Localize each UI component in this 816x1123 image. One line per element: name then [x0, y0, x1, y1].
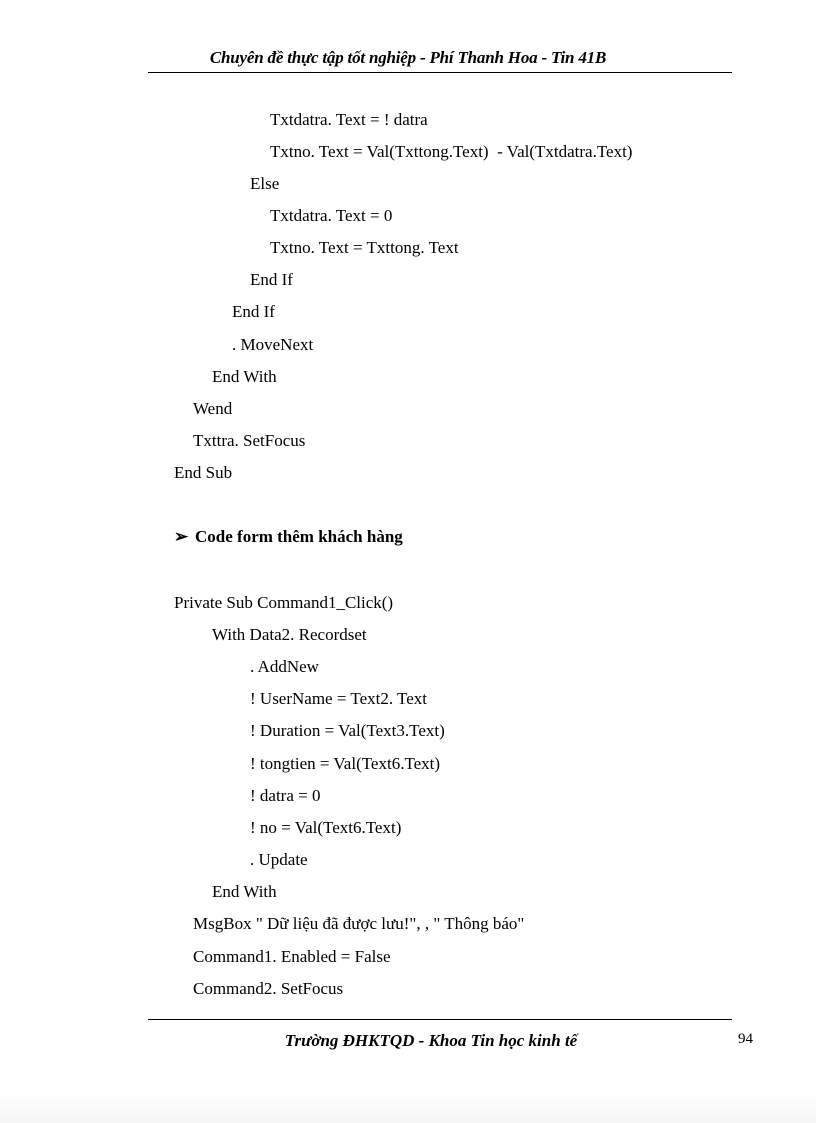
code-line: . AddNew [250, 657, 319, 676]
arrow-bullet-icon: ➢ [174, 527, 189, 546]
section-heading [174, 527, 403, 547]
code-line: ! no = Val(Text6.Text) [250, 818, 402, 837]
code-line: End Sub [174, 463, 233, 482]
code-line: End If [250, 270, 293, 289]
code-line: End With [212, 882, 277, 901]
code-line: Txtno. Text = Val(Txttong.Text) - Val(Txtdatra.Text) [270, 142, 633, 161]
code-line: Else [250, 174, 280, 193]
page-number: 94 [738, 1031, 753, 1047]
code-line: Command1. Enabled = False [193, 947, 391, 966]
code-line: MsgBox " Dữ liệu đã được lưu!", , " Thông báo" [193, 914, 525, 933]
code-line: Txtno. Text = Txttong. Text [270, 238, 459, 257]
code-line: ! Duration = Val(Text3.Text) [250, 721, 445, 740]
code-line: End If [232, 302, 275, 321]
code-line: Wend [193, 399, 233, 418]
code-line: With Data2. Recordset [212, 625, 367, 644]
page-header-title: Chuyên đề thực tập tốt nghiệp - Phí Thanh Hoa - Tin 41B [209, 48, 607, 67]
page-bottom-edge [0, 1093, 816, 1123]
code-line: Txtdatra. Text = 0 [270, 206, 393, 225]
code-line: ! UserName = Text2. Text [250, 689, 428, 708]
page-footer-title: Trường ĐHKTQD - Khoa Tin học kinh tế [284, 1031, 578, 1050]
code-line: . Update [250, 850, 308, 869]
code-line: ! tongtien = Val(Text6.Text) [250, 754, 441, 773]
code-line: End With [212, 367, 277, 386]
code-line: . MoveNext [232, 335, 314, 354]
header-divider [148, 72, 732, 73]
section-heading-text: Code form thêm khách hàng [195, 527, 403, 546]
code-line: Private Sub Command1_Click() [174, 593, 394, 612]
code-line: Txtdatra. Text = ! datra [270, 110, 428, 129]
code-line: ! datra = 0 [250, 786, 321, 805]
code-line: Txttra. SetFocus [193, 431, 306, 450]
footer-divider [148, 1019, 732, 1020]
code-line: Command2. SetFocus [193, 979, 344, 998]
